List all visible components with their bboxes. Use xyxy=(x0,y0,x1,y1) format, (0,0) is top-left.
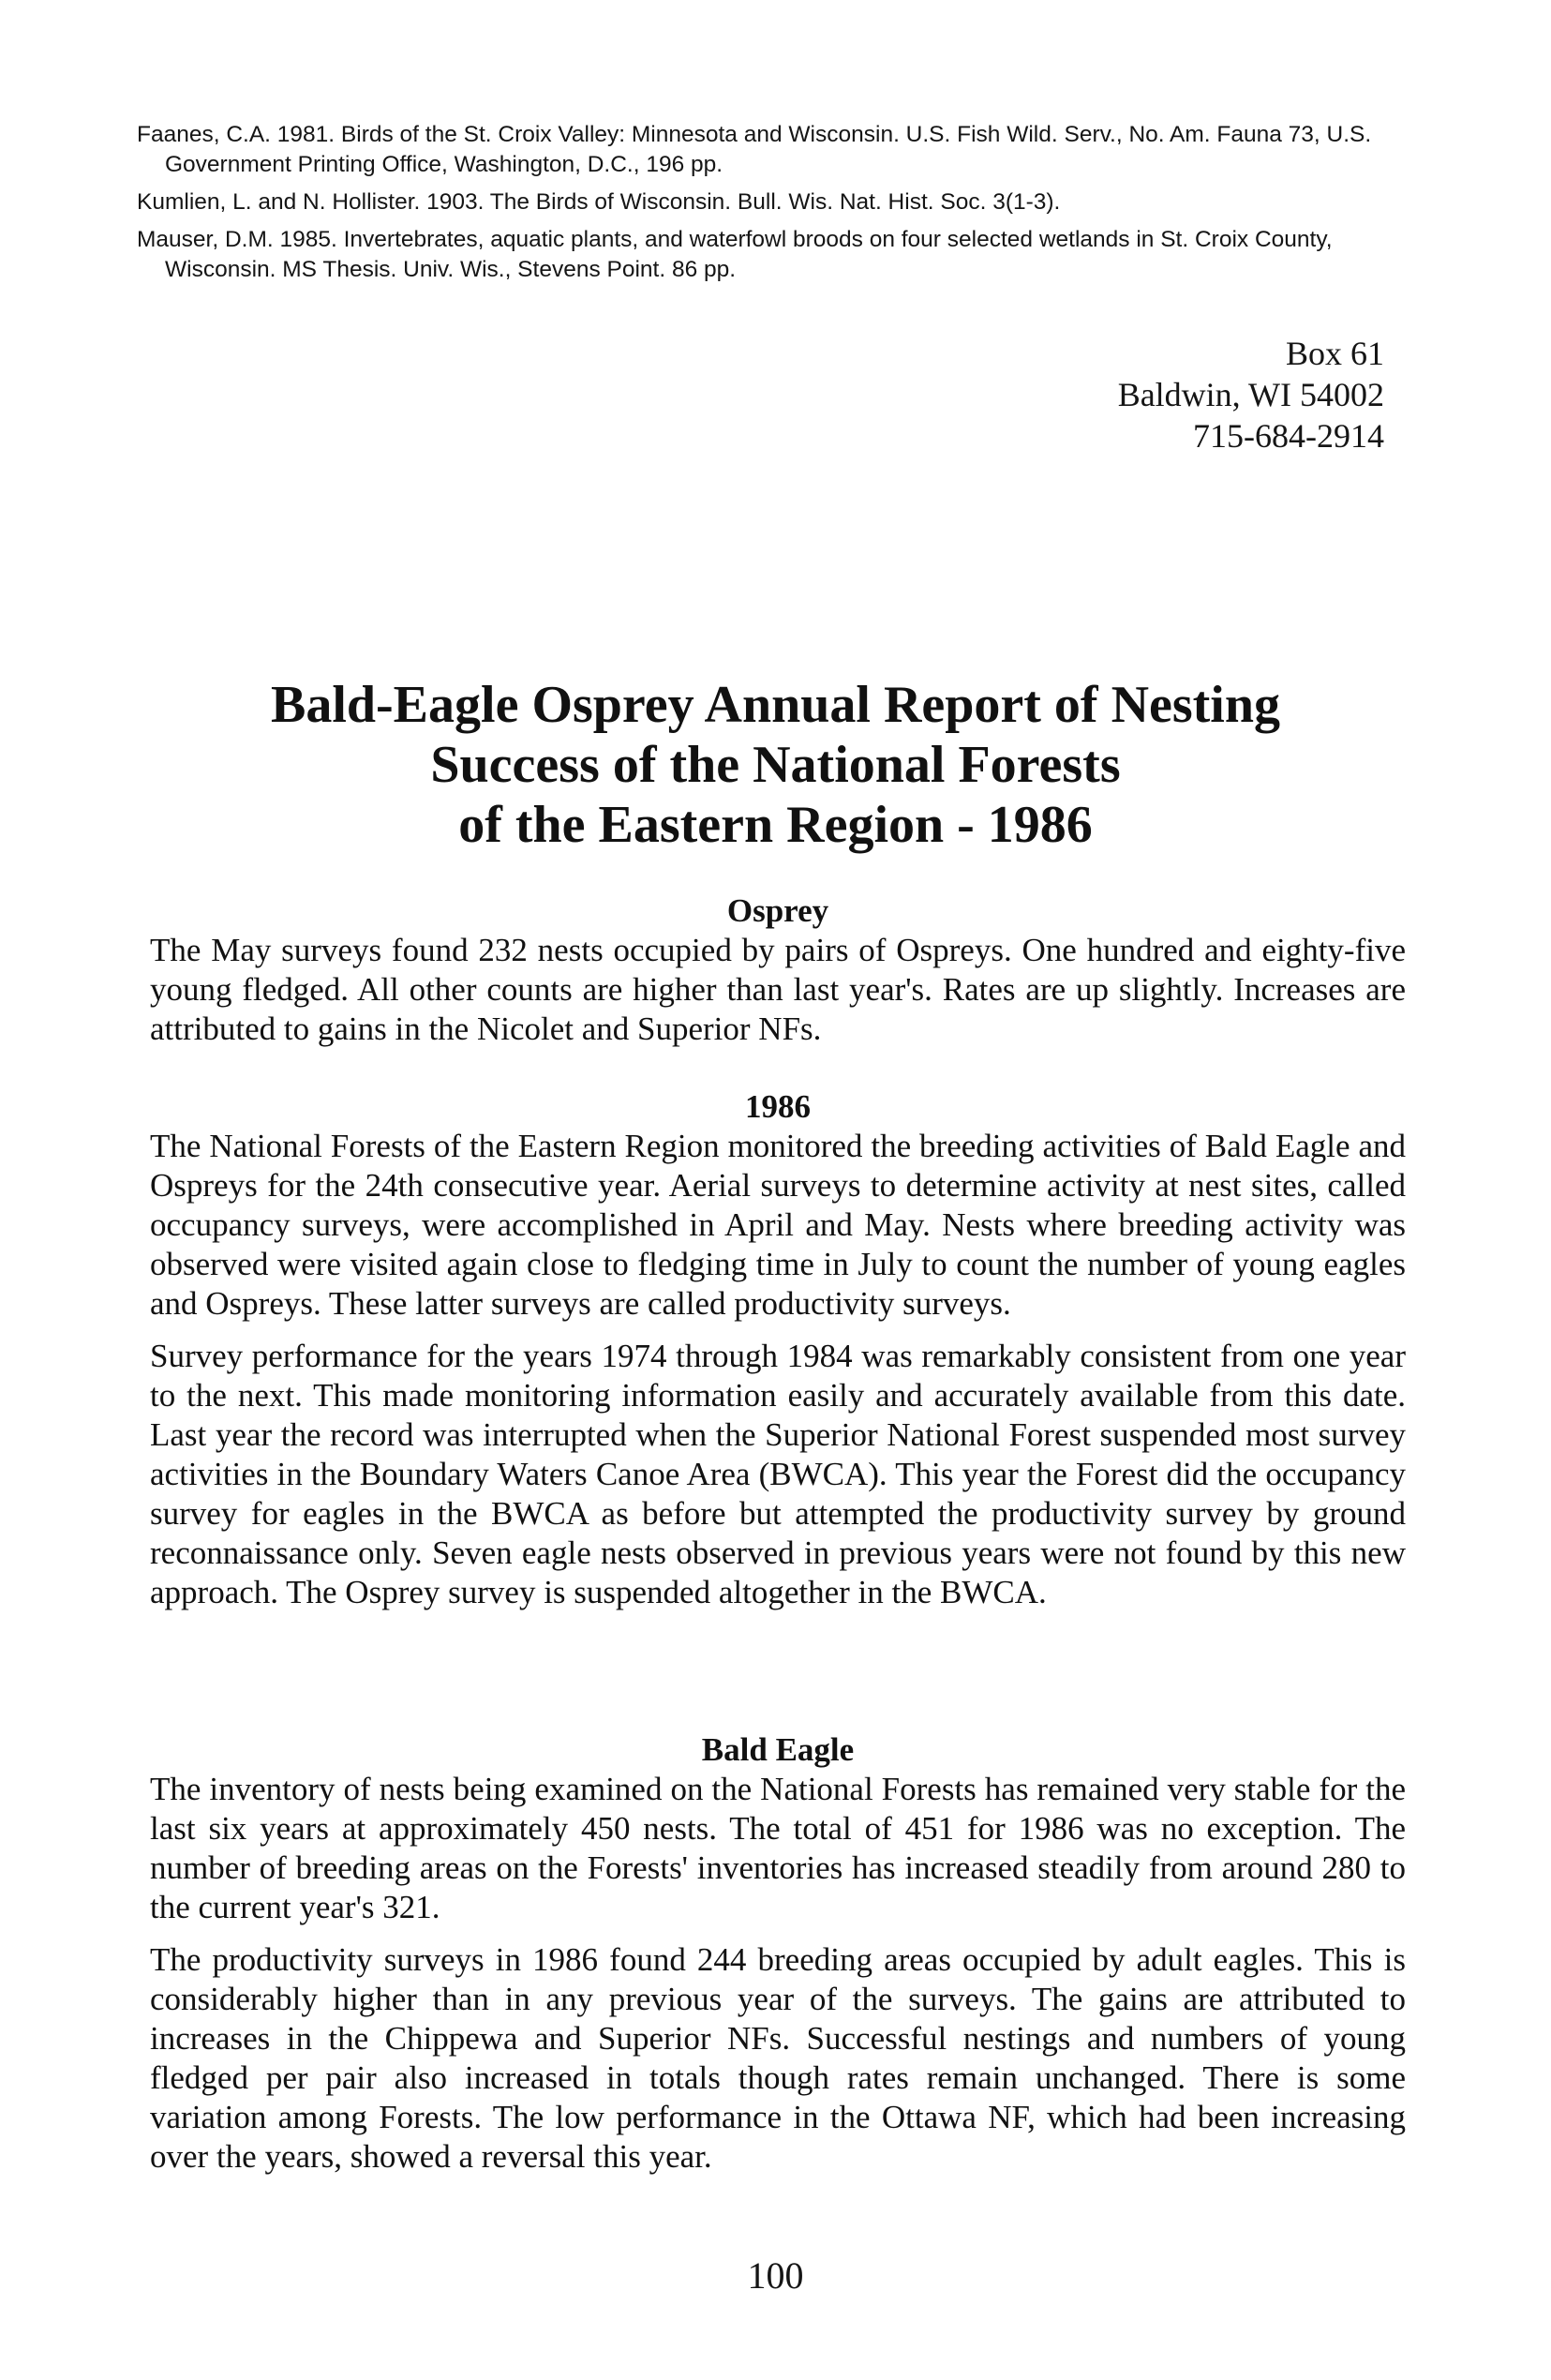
address-city: Baldwin, WI 54002 xyxy=(1117,376,1384,413)
section-heading: Osprey xyxy=(726,892,829,929)
body-paragraph: The National Forests of the Eastern Region monitored the breeding activities of Bald Eagle and Ospreys for the 24th consecutive year. Aerial surveys to determine activity at nest sites, called occupancy surveys, were accomplished in April and May. Nests where breeding activity was observed were visited again close to fledging time in July to count the number of young eagles and Ospreys. These latter surveys are called productivity surveys. xyxy=(150,1128,1406,1322)
body-paragraph: Survey performance for the years 1974 through 1984 was remarkably consistent from one year to the next. This made monitoring information easily and accurately available from this date. Last year the record was interrupted when the Superior National Forest suspended most survey activities in the Boundary Waters Canoe Area (BWCA). This year the Forest did the occupancy survey for eagles in the BWCA as before but attempted the productivity survey by ground reconnaissance only. Seven eagle nests observed in previous years were not found by this new approach. The Osprey survey is suspended altogether in the BWCA. xyxy=(150,1338,1406,1610)
address-box: Box 61 xyxy=(1285,335,1384,372)
author-address xyxy=(1118,333,1384,457)
section-heading: Bald Eagle xyxy=(701,1731,855,1768)
address-phone: 715-684-2914 xyxy=(1193,417,1384,455)
section-heading: 1986 xyxy=(745,1088,811,1125)
title-line: of the Eastern Region - 1986 xyxy=(458,796,1093,854)
body-paragraph: The May surveys found 232 nests occupied by pairs of Ospreys. One hundred and eighty-five young fledged. All other counts are higher than last year's. Rates are up slightly. Increases are attributed to gains in the Nicolet and Superior NFs. xyxy=(150,932,1406,1047)
page-number: 100 xyxy=(747,2254,804,2297)
section-bald-eagle xyxy=(150,1730,1406,2177)
body-paragraph: The inventory of nests being examined on the National Forests has remained very stable for the last six years at approximately 450 nests. The total of 451 for 1986 was no exception. The number of breeding areas on the Forests' inventories has increased steadily from around 280 to the current year's 321. xyxy=(150,1771,1406,1925)
reference-entry: Kumlien, L. and N. Hollister. 1903. The Birds of Wisconsin. Bull. Wis. Nat. Hist. Soc. 3(1-3). xyxy=(137,189,1061,215)
reference-entry: Faanes, C.A. 1981. Birds of the St. Croix Valley: Minnesota and Wisconsin. U.S. Fish Wild. Serv., No. Am. Fauna 73, U.S. Government Printing Office, Washington, D.C., 196 pp. xyxy=(137,122,1372,177)
references-list xyxy=(137,120,1393,292)
article-title xyxy=(141,675,1410,855)
body-paragraph: The productivity surveys in 1986 found 244 breeding areas occupied by adult eagles. This is considerably higher than in any previous year of the surveys. The gains are attributed to increases in the Chippewa and Superior NFs. Successful nestings and numbers of young fledged per pair also increased in totals though rates remain unchanged. There is some variation among Forests. The low performance in the Ottawa NF, which had been increasing over the years, showed a reversal this year. xyxy=(150,1941,1406,2175)
section-osprey xyxy=(150,891,1406,1049)
section-1986 xyxy=(150,1087,1406,1612)
title-line: Bald-Eagle Osprey Annual Report of Nesting xyxy=(270,676,1281,734)
title-line: Success of the National Forests xyxy=(430,736,1121,794)
reference-entry: Mauser, D.M. 1985. Invertebrates, aquatic plants, and waterfowl broods on four selected wetlands in St. Croix County, Wisconsin. MS Thesis. Univ. Wis., Stevens Point. 86 pp. xyxy=(137,227,1333,282)
